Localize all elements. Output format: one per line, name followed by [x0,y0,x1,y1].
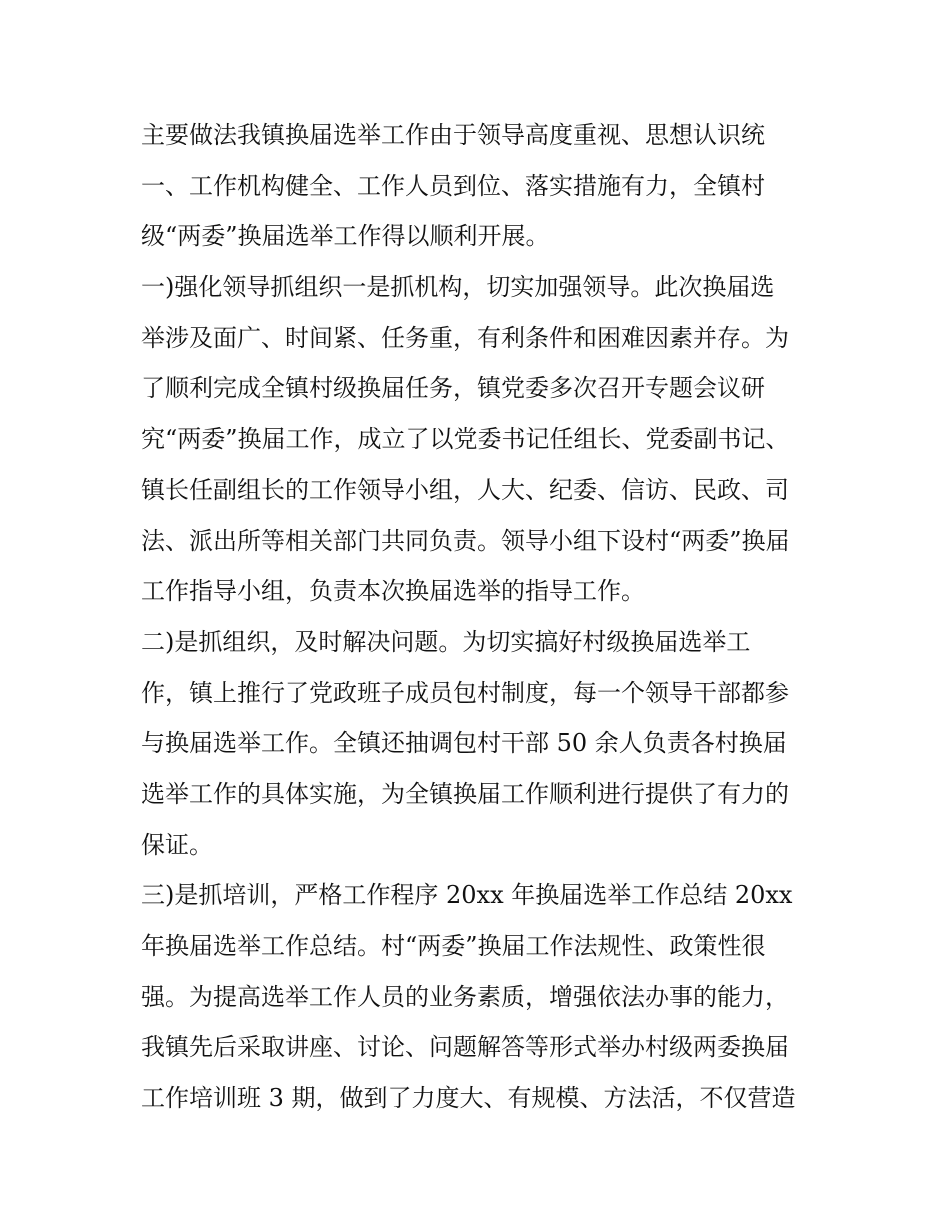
text-line: 保证。 [141,830,213,859]
text-line: 年换届选举工作总结。村“两委”换届工作法规性、政策性很 [141,932,766,960]
text-line: 我镇先后采取讲座、讨论、问题解答等形式举办村级两委换届 [141,1033,789,1062]
text-line: 了顺利完成全镇村级换届任务，镇党委多次召开专题会议研 [141,374,765,403]
text-line: 主要做法我镇换届选举工作由于领导高度重视、思想认识统 [141,121,765,149]
text-line: 与换届选举工作。全镇还抽调包村干部 50 余人负责各村换届 [141,729,787,758]
text-line: 法、派出所等相关部门共同负责。领导小组下设村“两委”换届 [141,526,790,555]
text-line: 强。为提高选举工作人员的业务素质，增强依法办事的能力， [141,982,789,1011]
text-line: 选举工作的具体实施，为全镇换届工作顺利进行提供了有力的 [141,779,789,808]
text-line: 工作培训班 3 期，做到了力度大、有规模、方法活，不仅营造 [141,1084,796,1113]
text-line: 工作指导小组，负责本次换届选举的指导工作。 [141,577,645,606]
text-line: 级“两委”换届选举工作得以顺利开展。 [141,222,550,251]
text-line: 镇长任副组长的工作领导小组，人大、纪委、信访、民政、司 [141,475,789,504]
text-line: 一、工作机构健全、工作人员到位、落实措施有力，全镇村 [141,171,765,200]
text-line: 二)是抓组织，及时解决问题。为切实搞好村级换届选举工 [141,627,751,656]
text-line: 三)是抓培训，严格工作程序 20xx 年换届选举工作总结 20xx [141,881,793,910]
text-line: 举涉及面广、时间紧、任务重，有利条件和困难因素并存。为 [141,323,789,352]
document-body [141,110,821,1124]
text-line: 究“两委”换届工作，成立了以党委书记任组长、党委副书记、 [141,425,790,454]
text-line: 一)强化领导抓组织一是抓机构，切实加强领导。此次换届选 [141,273,775,302]
text-line: 作，镇上推行了党政班子成员包村制度，每一个领导干部都参 [141,678,789,707]
